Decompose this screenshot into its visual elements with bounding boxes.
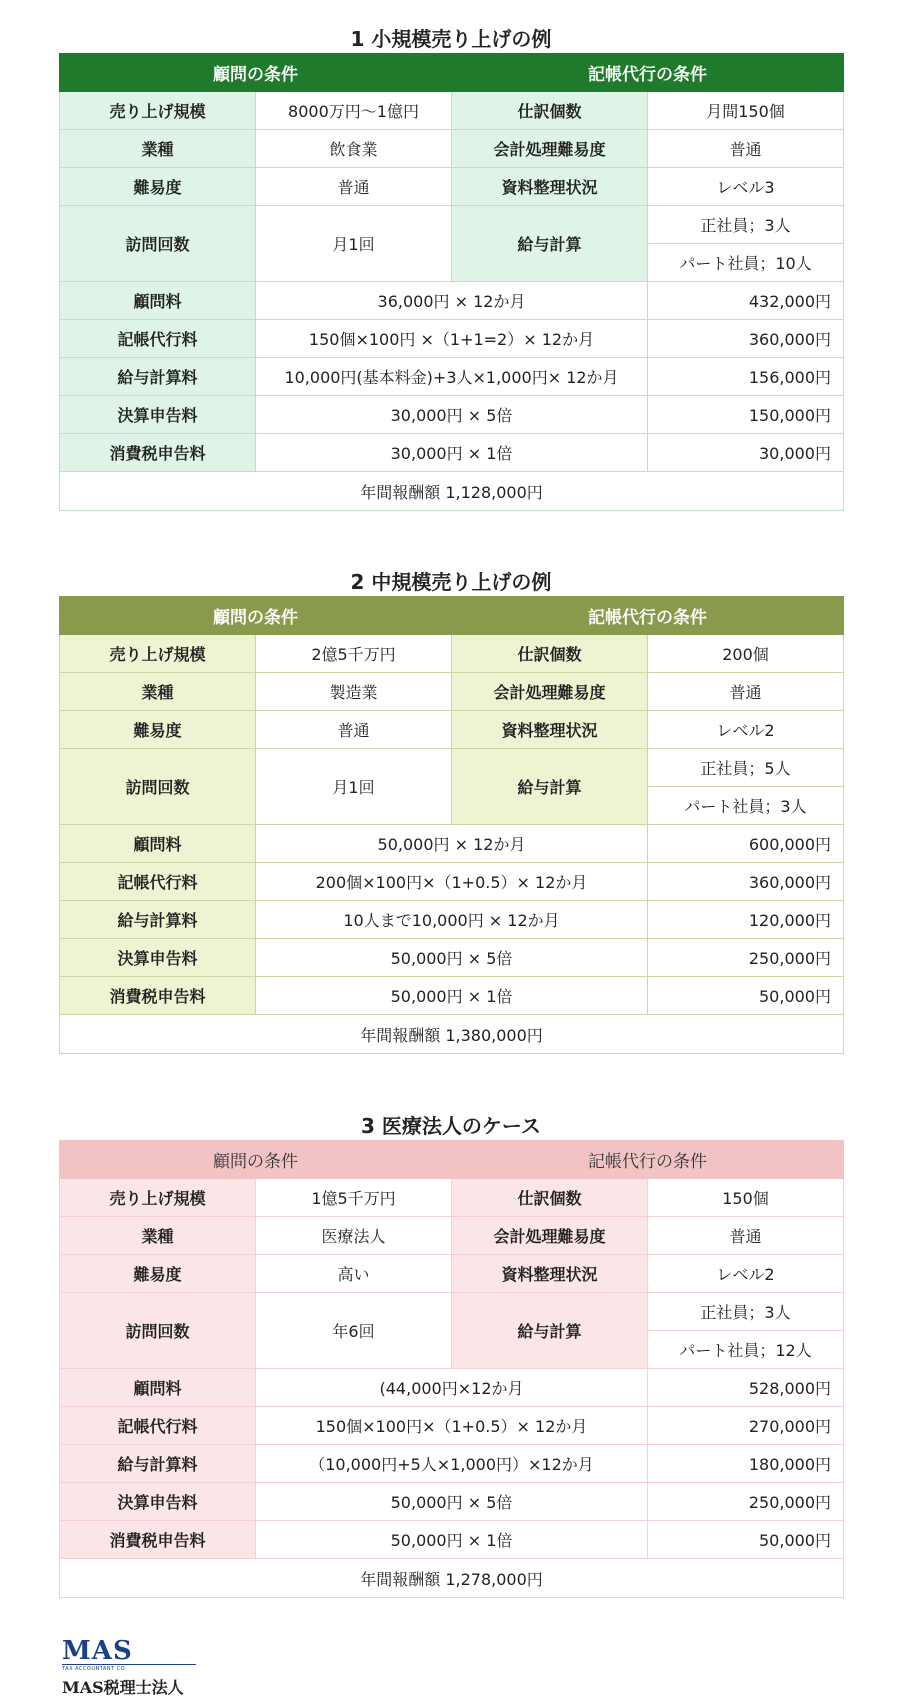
fee-amount: 150,000円 (648, 396, 844, 434)
fee-table (59, 53, 844, 511)
difficulty-value: 高い (256, 1255, 452, 1293)
fee-example-section (59, 1112, 843, 1598)
table-header-row (60, 597, 844, 635)
document-status-value: レベル3 (648, 168, 844, 206)
fee-table (59, 1140, 844, 1598)
fee-label: 記帳代行料 (60, 863, 256, 901)
fee-amount: 250,000円 (648, 939, 844, 977)
table-header-row (60, 54, 844, 92)
fee-label: 記帳代行料 (60, 1407, 256, 1445)
journal-count-value: 月間150個 (648, 92, 844, 130)
fee-amount: 120,000円 (648, 901, 844, 939)
fee-row (60, 977, 844, 1015)
industry-value: 医療法人 (256, 1217, 452, 1255)
fee-label: 消費税申告料 (60, 434, 256, 472)
table-row (60, 1255, 844, 1293)
fee-row (60, 939, 844, 977)
fee-label: 決算申告料 (60, 396, 256, 434)
accounting-difficulty-label: 会計処理難易度 (452, 1217, 648, 1255)
accounting-difficulty-label: 会計処理難易度 (452, 130, 648, 168)
part-time-staff-value: パート社員；12人 (648, 1331, 844, 1369)
sales-scale-value: 8000万円～1億円 (256, 92, 452, 130)
fee-row (60, 825, 844, 863)
journal-count-label: 仕訳個数 (452, 92, 648, 130)
advisory-conditions-header: 顧問の条件 (60, 597, 452, 635)
fee-amount: 250,000円 (648, 1483, 844, 1521)
table-row (60, 206, 844, 244)
visit-count-value: 年6回 (256, 1293, 452, 1369)
table-row (60, 1179, 844, 1217)
total-row (60, 1015, 844, 1054)
bookkeeping-conditions-header: 記帳代行の条件 (452, 54, 844, 92)
difficulty-value: 普通 (256, 168, 452, 206)
total-row (60, 472, 844, 511)
visit-count-value: 月1回 (256, 206, 452, 282)
fee-row (60, 282, 844, 320)
fee-table (59, 596, 844, 1054)
total-row (60, 1559, 844, 1598)
section-title: 3 医療法人のケース (361, 1114, 541, 1138)
sales-scale-value: 2億5千万円 (256, 635, 452, 673)
accounting-difficulty-value: 普通 (648, 1217, 844, 1255)
visit-count-label: 訪問回数 (60, 206, 256, 282)
fee-row (60, 863, 844, 901)
fee-row (60, 396, 844, 434)
advisory-conditions-header: 顧問の条件 (60, 54, 452, 92)
annual-fee-total: 年間報酬額 1,278,000円 (60, 1559, 844, 1598)
fee-calculation: 150個×100円 ×（1+1=2）× 12か月 (256, 320, 648, 358)
fee-row (60, 901, 844, 939)
fee-amount: 528,000円 (648, 1369, 844, 1407)
fee-calculation: （10,000円+5人×1,000円）×12か月 (256, 1445, 648, 1483)
table-row (60, 130, 844, 168)
fee-calculation: 30,000円 × 5倍 (256, 396, 648, 434)
logo-subtitle: TAX ACCOUNTANT CO. (62, 1664, 196, 1672)
fee-row (60, 1521, 844, 1559)
fee-label: 給与計算料 (60, 358, 256, 396)
industry-value: 製造業 (256, 673, 452, 711)
table-row (60, 1217, 844, 1255)
section-title: 2 中規模売り上げの例 (350, 570, 552, 594)
accounting-difficulty-value: 普通 (648, 130, 844, 168)
fee-label: 給与計算料 (60, 1445, 256, 1483)
full-time-staff-value: 正社員；3人 (648, 1293, 844, 1331)
table-row (60, 92, 844, 130)
document-status-label: 資料整理状況 (452, 1255, 648, 1293)
fee-amount: 600,000円 (648, 825, 844, 863)
bookkeeping-conditions-header: 記帳代行の条件 (452, 597, 844, 635)
annual-fee-total: 年間報酬額 1,380,000円 (60, 1015, 844, 1054)
difficulty-label: 難易度 (60, 711, 256, 749)
section-title: 1 小規模売り上げの例 (350, 27, 552, 51)
journal-count-label: 仕訳個数 (452, 635, 648, 673)
document-status-value: レベル2 (648, 711, 844, 749)
industry-value: 飲食業 (256, 130, 452, 168)
full-time-staff-value: 正社員；5人 (648, 749, 844, 787)
table-row (60, 673, 844, 711)
sales-scale-label: 売り上げ規模 (60, 1179, 256, 1217)
journal-count-label: 仕訳個数 (452, 1179, 648, 1217)
fee-calculation: 50,000円 × 1倍 (256, 1521, 648, 1559)
fee-row (60, 320, 844, 358)
accounting-difficulty-value: 普通 (648, 673, 844, 711)
table-header-row (60, 1141, 844, 1179)
fee-calculation: 10,000円(基本料金)+3人×1,000円× 12か月 (256, 358, 648, 396)
fee-row (60, 1407, 844, 1445)
fee-calculation: (44,000円×12か月 (256, 1369, 648, 1407)
fee-amount: 30,000円 (648, 434, 844, 472)
payroll-label: 給与計算 (452, 1293, 648, 1369)
fee-calculation: 10人まで10,000円 × 12か月 (256, 901, 648, 939)
fee-label: 決算申告料 (60, 939, 256, 977)
sales-scale-label: 売り上げ規模 (60, 635, 256, 673)
industry-label: 業種 (60, 130, 256, 168)
mas-logo (62, 1638, 222, 1698)
sales-scale-label: 売り上げ規模 (60, 92, 256, 130)
visit-count-value: 月1回 (256, 749, 452, 825)
journal-count-value: 150個 (648, 1179, 844, 1217)
table-row (60, 168, 844, 206)
industry-label: 業種 (60, 673, 256, 711)
payroll-label: 給与計算 (452, 206, 648, 282)
fee-amount: 270,000円 (648, 1407, 844, 1445)
fee-amount: 432,000円 (648, 282, 844, 320)
advisory-conditions-header: 顧問の条件 (60, 1141, 452, 1179)
fee-label: 消費税申告料 (60, 977, 256, 1015)
fee-row (60, 434, 844, 472)
bookkeeping-conditions-header: 記帳代行の条件 (452, 1141, 844, 1179)
table-row (60, 635, 844, 673)
fee-calculation: 36,000円 × 12か月 (256, 282, 648, 320)
part-time-staff-value: パート社員；10人 (648, 244, 844, 282)
fee-example-section (59, 25, 843, 511)
difficulty-value: 普通 (256, 711, 452, 749)
annual-fee-total: 年間報酬額 1,128,000円 (60, 472, 844, 511)
fee-amount: 360,000円 (648, 863, 844, 901)
difficulty-label: 難易度 (60, 1255, 256, 1293)
visit-count-label: 訪問回数 (60, 749, 256, 825)
fee-calculation: 50,000円 × 1倍 (256, 977, 648, 1015)
table-row (60, 711, 844, 749)
fee-label: 給与計算料 (60, 901, 256, 939)
industry-label: 業種 (60, 1217, 256, 1255)
part-time-staff-value: パート社員；3人 (648, 787, 844, 825)
fee-calculation: 50,000円 × 12か月 (256, 825, 648, 863)
company-name: MAS税理士法人 (62, 1678, 184, 1697)
fee-amount: 50,000円 (648, 977, 844, 1015)
fee-row (60, 358, 844, 396)
logo-mark: MAS (62, 1636, 133, 1666)
fee-row (60, 1483, 844, 1521)
fee-amount: 180,000円 (648, 1445, 844, 1483)
document-status-value: レベル2 (648, 1255, 844, 1293)
table-row (60, 749, 844, 787)
fee-example-section (59, 568, 843, 1054)
fee-calculation: 150個×100円×（1+0.5）× 12か月 (256, 1407, 648, 1445)
fee-calculation: 50,000円 × 5倍 (256, 939, 648, 977)
fee-row (60, 1369, 844, 1407)
fee-calculation: 50,000円 × 5倍 (256, 1483, 648, 1521)
fee-label: 決算申告料 (60, 1483, 256, 1521)
table-row (60, 1293, 844, 1331)
document-status-label: 資料整理状況 (452, 168, 648, 206)
fee-label: 消費税申告料 (60, 1521, 256, 1559)
fee-label: 顧問料 (60, 1369, 256, 1407)
fee-label: 記帳代行料 (60, 320, 256, 358)
fee-row (60, 1445, 844, 1483)
fee-amount: 156,000円 (648, 358, 844, 396)
difficulty-label: 難易度 (60, 168, 256, 206)
journal-count-value: 200個 (648, 635, 844, 673)
full-time-staff-value: 正社員；3人 (648, 206, 844, 244)
accounting-difficulty-label: 会計処理難易度 (452, 673, 648, 711)
fee-calculation: 30,000円 × 1倍 (256, 434, 648, 472)
payroll-label: 給与計算 (452, 749, 648, 825)
fee-label: 顧問料 (60, 282, 256, 320)
fee-amount: 50,000円 (648, 1521, 844, 1559)
visit-count-label: 訪問回数 (60, 1293, 256, 1369)
sales-scale-value: 1億5千万円 (256, 1179, 452, 1217)
fee-label: 顧問料 (60, 825, 256, 863)
fee-amount: 360,000円 (648, 320, 844, 358)
document-status-label: 資料整理状況 (452, 711, 648, 749)
fee-calculation: 200個×100円×（1+0.5）× 12か月 (256, 863, 648, 901)
